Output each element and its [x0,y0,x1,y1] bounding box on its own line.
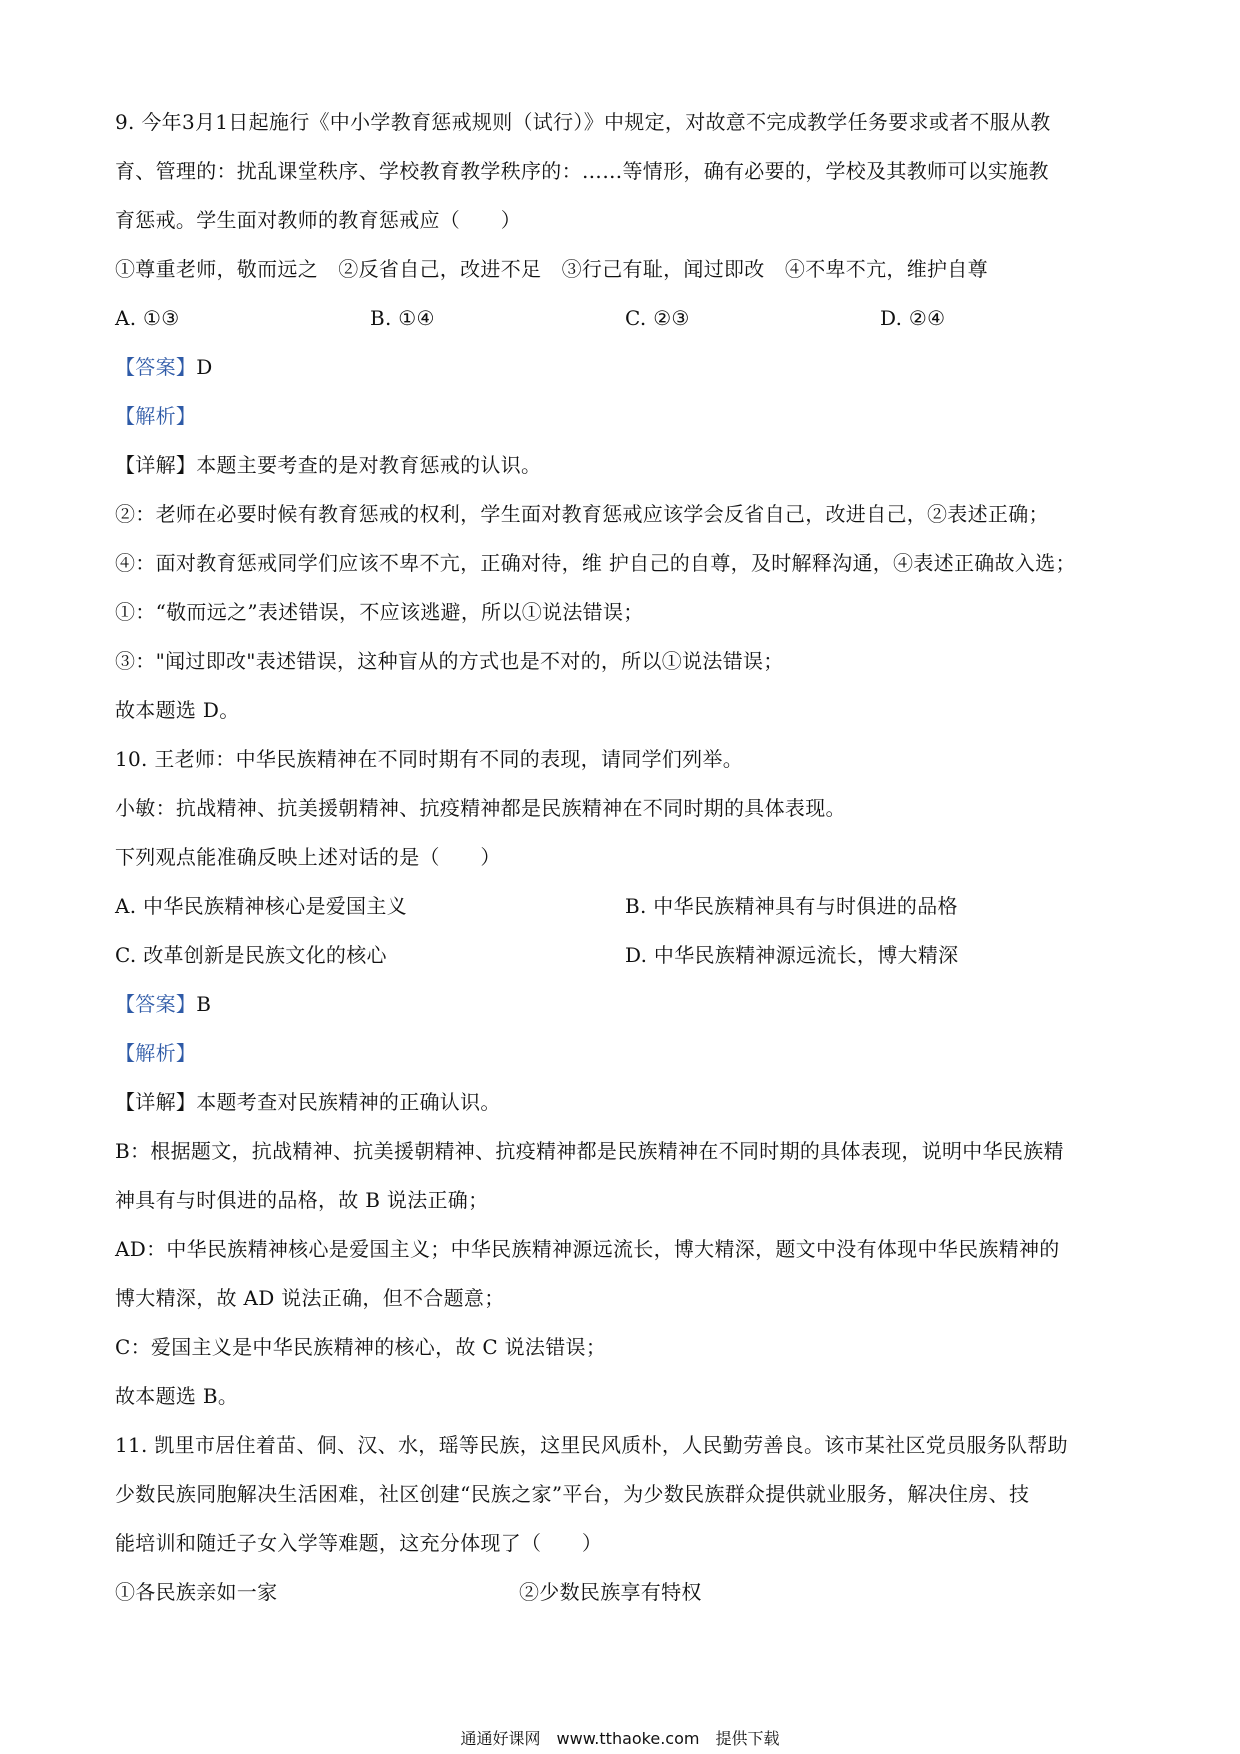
q9-statements: ①尊重老师，敬而远之 ②反省自己，改进不足 ③行己有耻，闻过即改 ④不卑不亢，维护自尊 [115,257,988,281]
answer-value: B [196,992,212,1016]
q10-explanation-line: B：根据题文，抗战精神、抗美援朝精神、抗疫精神都是民族精神在不同时期的具体表现，说明中华民族精 [115,1139,1064,1163]
q10-option-d: D. 中华民族精神源远流长，博大精深 [625,943,959,967]
detail-text: 本题考查对民族精神的正确认识。 [196,1090,501,1114]
q11-stem-line-3: 能培训和随迁子女入学等难题，这充分体现了（ ） [115,1531,603,1555]
q10-options-row-1 [115,882,1135,931]
q9-option-a: A. ①③ [115,306,180,330]
q10-option-a: A. 中华民族精神核心是爱国主义 [115,894,407,918]
document-body [115,98,1135,1617]
q9-option-d: D. ②④ [880,306,946,330]
q10-detail [115,1078,1135,1127]
page-footer: 通通好课网 www.tthaoke.com 提供下载 [460,1729,780,1748]
q9-answer [115,343,1135,392]
q11-stem-line-1: 11. 凯里市居住着苗、侗、汉、水，瑶等民族，这里民风质朴，人民勤劳善良。该市某社区党员服务队帮助 [115,1433,1068,1457]
q9-stem-line-1: 9. 今年3月1日起施行《中小学教育惩戒规则（试行）》中规定，对故意不完成教学任务要求或者不服从教 [115,110,1051,134]
q9-explanation-line: ④：面对教育惩戒同学们应该不卑不亢，正确对待，维 护自己的自尊，及时解释沟通，④表述正确故入选； [115,551,1076,575]
q9-conclusion: 故本题选 D。 [115,698,240,722]
answer-tag: 【答案】 [115,992,197,1016]
q10-explanation-line: 神具有与时俱进的品格，故 B 说法正确； [115,1188,489,1212]
q9-explanation-line: ③："闻过即改"表述错误，这种盲从的方式也是不对的，所以①说法错误； [115,649,784,673]
detail-tag: 【详解】 [115,453,197,477]
q9-options [115,294,1135,343]
q10-stem-line-3: 下列观点能准确反映上述对话的是（ ） [115,845,501,869]
q10-options-row-2 [115,931,1135,980]
q9-stem-line-3: 育惩戒。学生面对教师的教育惩戒应（ ） [115,208,521,232]
q10-stem-line-1: 10. 王老师：中华民族精神在不同时期有不同的表现，请同学们列举。 [115,747,744,771]
detail-tag: 【详解】 [115,1090,197,1114]
q10-option-b: B. 中华民族精神具有与时俱进的品格 [625,894,958,918]
q11-statement-2: ②少数民族享有特权 [519,1580,702,1604]
q9-option-b: B. ①④ [370,306,435,330]
q9-option-c: C. ②③ [625,306,690,330]
q9-detail [115,441,1135,490]
answer-tag: 【答案】 [115,355,197,379]
q11-statements [115,1568,1135,1617]
q10-option-c: C. 改革创新是民族文化的核心 [115,943,387,967]
q10-answer [115,980,1135,1029]
q9-explanation-line: ①：“敬而远之”表述错误，不应该逃避，所以①说法错误； [115,600,644,624]
q10-conclusion: 故本题选 B。 [115,1384,239,1408]
q10-explanation-line: AD：中华民族精神核心是爱国主义；中华民族精神源远流长，博大精深，题文中没有体现中华民族精神的 [115,1237,1060,1261]
q10-explanation-line: 博大精深，故 AD 说法正确，但不合题意； [115,1286,505,1310]
q11-statement-1: ①各民族亲如一家 [115,1580,278,1604]
q10-stem-line-2: 小敏：抗战精神、抗美援朝精神、抗疫精神都是民族精神在不同时期的具体表现。 [115,796,846,820]
detail-text: 本题主要考查的是对教育惩戒的认识。 [196,453,542,477]
q9-explanation-line: ②：老师在必要时候有教育惩戒的权利，学生面对教育惩戒应该学会反省自己，改进自己，②表述正确； [115,502,1049,526]
q10-analysis-tag: 【解析】 [115,1041,197,1065]
answer-value: D [196,355,213,379]
q9-stem-line-2: 育、管理的：扰乱课堂秩序、学校教育教学秩序的：……等情形，确有必要的，学校及其教师可以实施教 [115,159,1049,183]
q11-stem-line-2: 少数民族同胞解决生活困难，社区创建“民族之家”平台，为少数民族群众提供就业服务，解决住房、技 [115,1482,1030,1506]
q10-explanation-line: C：爱国主义是中华民族精神的核心，故 C 说法错误； [115,1335,607,1359]
q9-analysis-tag: 【解析】 [115,404,197,428]
